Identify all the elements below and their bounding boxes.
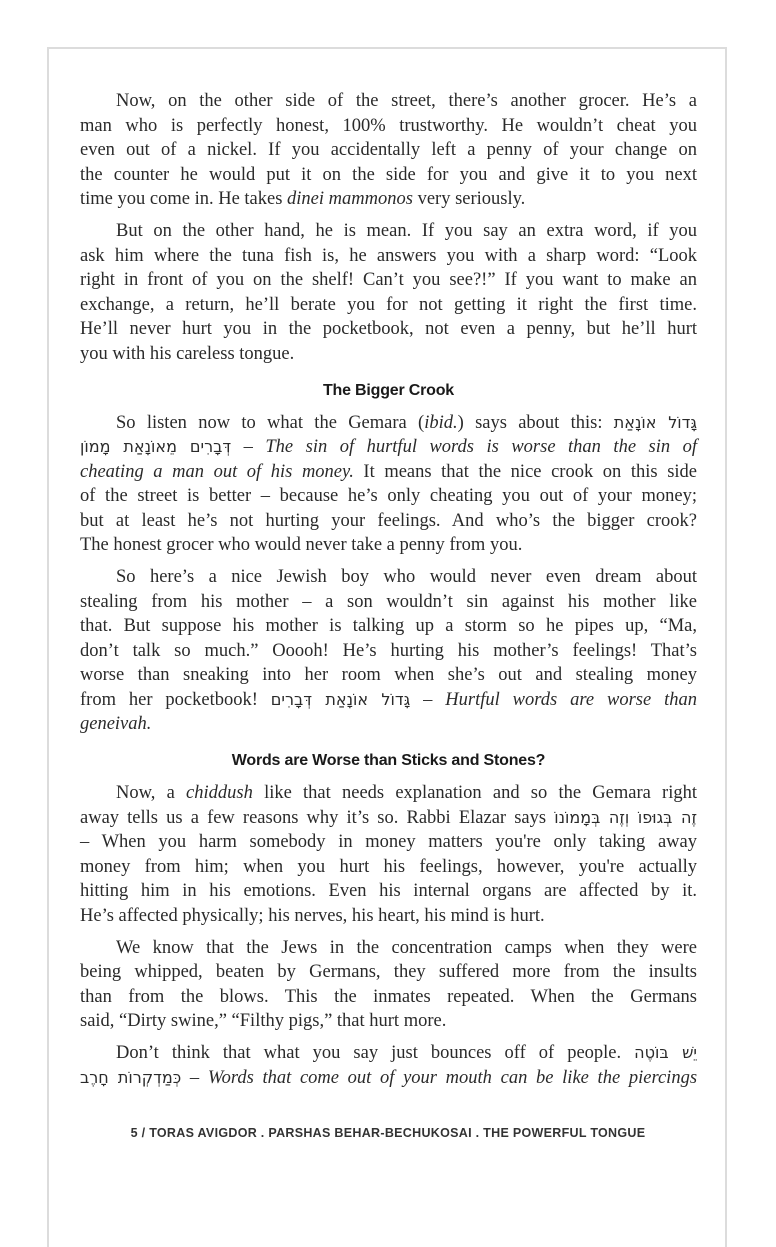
text: that. But suppose his mother is talking up a storm so he pipes up, “Ma, (80, 616, 697, 636)
text: you with his careless tongue. (80, 343, 295, 364)
paragraph (80, 219, 697, 366)
text-line (80, 484, 697, 509)
text-line (80, 1041, 697, 1066)
text-line (80, 317, 697, 342)
text: money from him; when you hurt his feelings, however, you're actually (80, 856, 697, 877)
hebrew-quote: גָּדוֹל אוֹנָאַת (613, 412, 697, 432)
text: the counter he would put it on the side for you and give it to you next (80, 164, 697, 185)
text: exchange, a return, he’ll berate you for not getting it right the first time. (80, 294, 697, 315)
text-line (80, 187, 697, 212)
text-line (80, 712, 697, 737)
paragraph (80, 565, 697, 737)
text-line (80, 114, 697, 139)
hebrew-quote: גָּדוֹל אוֹנָאַת דְּבָרִים (270, 689, 411, 709)
text-line (80, 89, 697, 114)
text: stealing from his mother – a son wouldn’t sin against his mother like (80, 591, 697, 612)
text: He’s affected physically; his nerves, his heart, his mind is hurt. (80, 905, 545, 926)
text-line (80, 639, 697, 664)
hebrew-quote: דְּבָרִים מֵאוֹנָאַת מָמוֹן (80, 437, 232, 456)
text-line (80, 855, 697, 880)
text-line (80, 960, 697, 985)
text-line (80, 411, 697, 436)
text-line (80, 904, 697, 929)
text-line (80, 1009, 697, 1034)
text: don’t talk so much.” Ooooh! He’s hurting his mother’s feelings! That’s (80, 640, 697, 661)
text-line (80, 460, 697, 485)
italic-text: dinei mammonos (287, 189, 413, 209)
paragraph (80, 781, 697, 928)
paragraph (80, 411, 697, 558)
italic-text: chiddush (186, 783, 253, 803)
paragraph (80, 936, 697, 1034)
text: right in front of you on the shelf! Can’t you see?!” If you want to make an (80, 270, 697, 290)
text-line (80, 244, 697, 269)
text-line (80, 138, 697, 163)
text: worse than sneaking into her room when she’s out and stealing money (80, 665, 697, 685)
hebrew-quote: זֶה בְּגוּפוֹ וְזֶה בְּמָמוֹנוֹ (554, 807, 698, 827)
text-line (80, 219, 697, 244)
italic-text: Words that come out of your mouth can be like the piercings (207, 1067, 698, 1088)
italic-text: Hurtful words are worse than (445, 689, 697, 710)
text-line (80, 614, 697, 639)
text-line (80, 936, 697, 961)
text: of the street is better – because he’s only cheating you out of your money; (80, 486, 697, 506)
italic-text: cheating a man out of his money. (80, 461, 354, 482)
text: like that needs explanation and so the Gemara right (252, 783, 697, 803)
page-footer: 5 / TORAS AVIGDOR . PARSHAS BEHAR-BECHUKOSAI . THE POWERFUL TONGUE (130, 1126, 646, 1140)
text-line (80, 509, 697, 534)
text-line (80, 435, 697, 460)
text-line (80, 663, 697, 688)
article-body (80, 89, 697, 1098)
text: being whipped, beaten by Germans, they suffered more from the insults (80, 962, 697, 982)
text: – (181, 1067, 208, 1088)
text-line (80, 590, 697, 615)
text-line (80, 985, 697, 1010)
text: He’ll never hurt you in the pocketbook, not even a penny, but he’ll hurt (80, 319, 697, 339)
text-line (80, 1066, 697, 1091)
text: but at least he’s not hurting your feelings. And who’s the bigger crook? (80, 510, 697, 531)
text: away tells us a few reasons why it’s so. Rabbi Elazar says (80, 807, 555, 828)
text-line (80, 879, 697, 904)
text: The honest grocer who would never take a penny from you. (80, 535, 523, 555)
text-line (80, 781, 697, 806)
text: We know that the Jews in the concentration camps when they were (116, 937, 697, 958)
italic-text: ibid. (424, 412, 458, 433)
text: So listen now to what the Gemara ( (116, 412, 425, 433)
section-heading: The Bigger Crook (322, 381, 455, 399)
text: ) says about this: (457, 412, 614, 433)
text: man who is perfectly honest, 100% trustworthy. He wouldn’t cheat you (80, 115, 697, 136)
text-line (80, 806, 697, 831)
hebrew-quote: כְּמַדְקְרוֹת חָרֶב (80, 1067, 182, 1087)
text: very seriously. (412, 189, 526, 209)
paragraph (80, 1041, 697, 1090)
text: ask him where the tuna fish is, he answers you with a sharp word: “Look (80, 245, 697, 266)
text: Don’t think that what you say just bounces off of people. (116, 1043, 635, 1063)
italic-text: The sin of hurtful words is worse than the sin of (265, 437, 698, 457)
text-line (80, 533, 697, 558)
text: – (231, 437, 266, 457)
text-line (80, 565, 697, 590)
section-heading: Words are Worse than Sticks and Stones? (231, 752, 546, 769)
text: time you come in. He takes (80, 189, 288, 209)
text: It means that the nice crook on this side (353, 461, 697, 482)
text: Now, on the other side of the street, there’s another grocer. He’s a (116, 91, 697, 111)
text: hitting him in his emotions. Even his internal organs are affected by it. (80, 881, 697, 901)
text: from her pocketbook! (80, 689, 271, 710)
text: But on the other hand, he is mean. If you say an extra word, if you (116, 221, 697, 241)
text-line (80, 342, 697, 367)
italic-text: geneivah. (80, 714, 152, 734)
text: – (410, 689, 446, 710)
text: So here’s a nice Jewish boy who would never even dream about (116, 567, 697, 587)
text-line (80, 268, 697, 293)
text-line (80, 293, 697, 318)
text: – When you harm somebody in money matters you're only taking away (80, 832, 697, 852)
hebrew-quote: יֵשׁ בּוֹטֶה (634, 1043, 698, 1062)
text: than from the blows. This the inmates repeated. When the Germans (80, 986, 697, 1007)
text: said, “Dirty swine,” “Filthy pigs,” that hurt more. (80, 1011, 447, 1031)
paragraph (80, 89, 697, 212)
text: even out of a nickel. If you accidentally left a penny of your change on (80, 140, 697, 160)
text-line (80, 688, 697, 713)
text-line (80, 163, 697, 188)
text-line (80, 830, 697, 855)
text: Now, a (116, 783, 187, 803)
